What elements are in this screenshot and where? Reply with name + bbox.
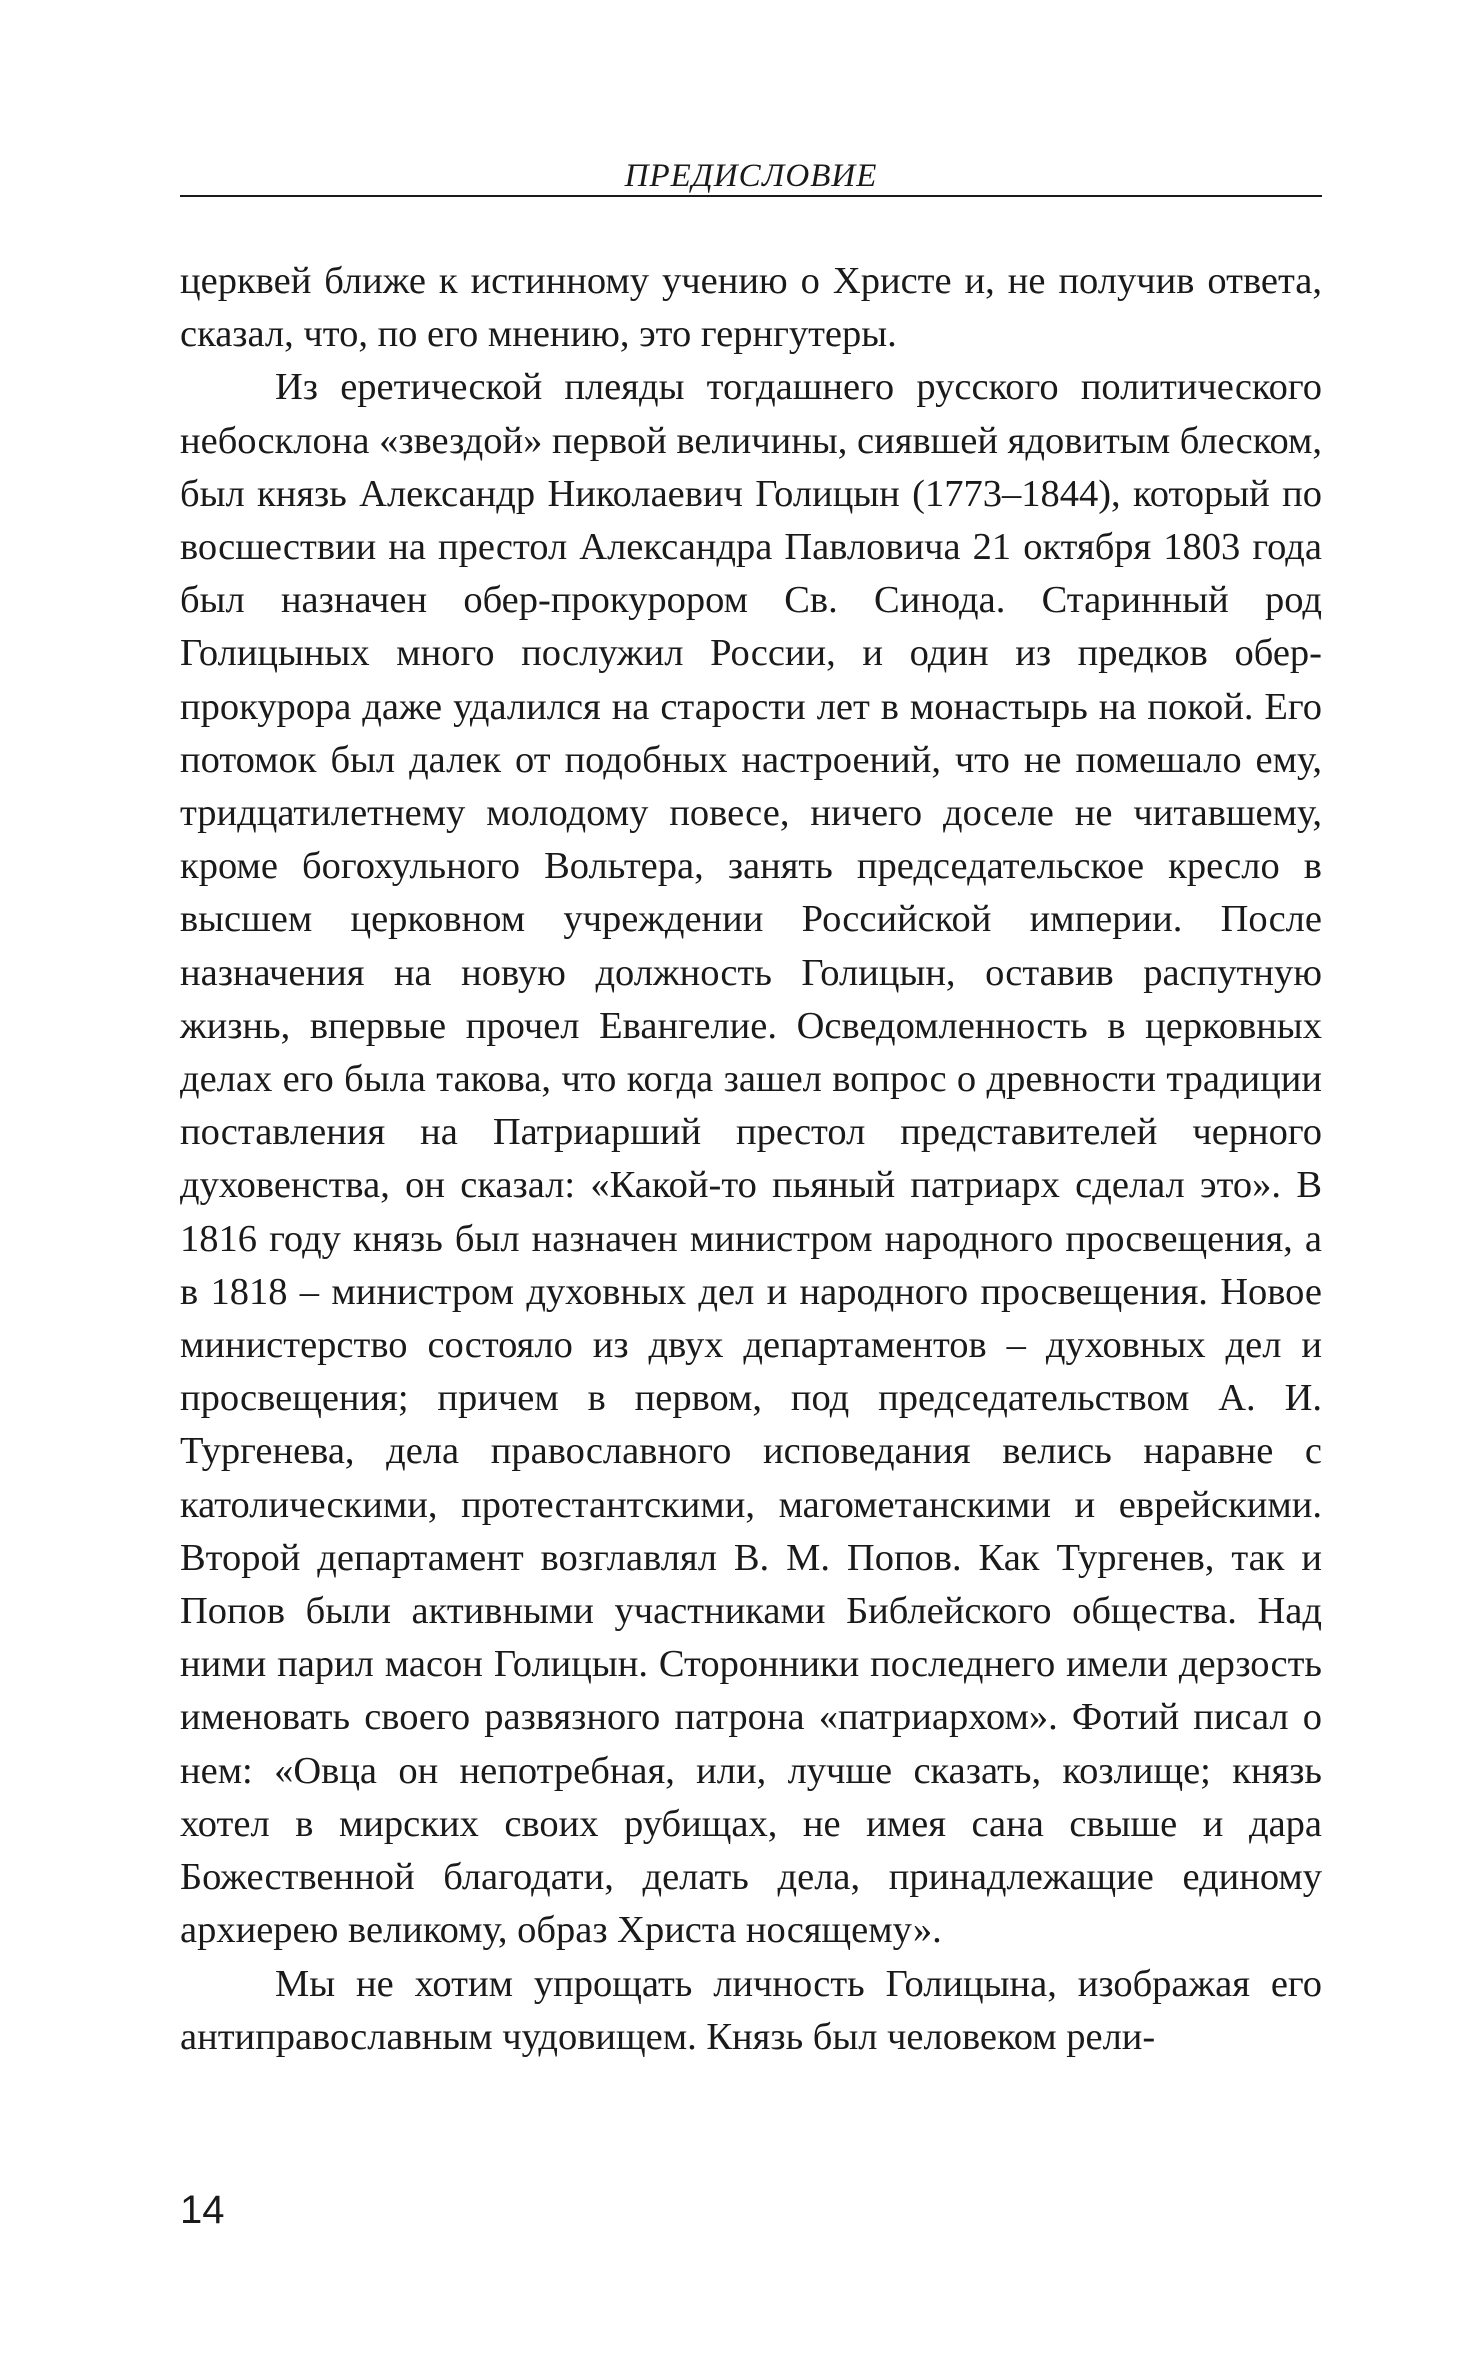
body-text [180,255,1322,2064]
paragraph-personality: Мы не хотим упрощать личность Голицына, изображая его антиправославным чудовищем. Князь был человеком рели- [180,1962,1322,2058]
header-rule [180,195,1322,197]
paragraph-golitsyn: Из еретической плеяды тогдашнего русского политического небосклона «звездой» первой величины, сиявшей ядовитым блеском, был князь Александр Николаевич Голицын (1773–1844), который по восшествии на престол Александра Павловича 21 октября 1803 года был назначен обер-прокурором Св. Синода. Старинный род Голицыных много послужил России, и один из предков обер-прокурора даже удалился на старости лет в монастырь на покой. Его потомок был далек от подобных настроений, что не помешало ему, тридцатилетнему молодому повесе, ничего доселе не читавшему, кроме богохульного Вольтера, занять председательское кресло в высшем церковном учреждении Российской империи. После назначения на новую должность Голицын, оставив распутную жизнь, впервые прочел Евангелие. Осведомленность в церковных делах его была такова, что когда зашел вопрос о древности традиции поставления на Патриарший престол представителей черного духовенства, он сказал: «Какой-то пьяный патриарх сделал это». В 1816 году князь был назначен министром народного просвещения, а в 1818 – министром духовных дел и народного просвещения. Новое министерство состояло из двух департаментов – духовных дел и просвещения; причем в первом, под председательством А. И. Тургенева, дела православного исповедания велись наравне с католическими, протестантскими, магометанскими и еврейскими. Второй департамент возглавлял В. М. Попов. Как Тургенев, так и Попов были активными участниками Библейского общества. Над ними парил масон Голицын. Сторонники последнего имели дерзость именовать своего развязного патрона «патриархом». Фотий писал о нем: «Овца он непотребная, или, лучше сказать, козлище; князь хотел в мирских своих рубищах, не имея сана свыше и дара Божественной благодати, делать дела, принадлежащие единому архиерею великому, образ Христа носящему». [180,366,1322,1952]
running-head: ПРЕДИСЛОВИЕ [624,158,878,194]
paragraph-continuation: церквей ближе к истинному учению о Христе и, не получив ответа, сказал, что, по его мнению, это гернгутеры. [180,260,1322,356]
page-number: 14 [180,2188,225,2232]
